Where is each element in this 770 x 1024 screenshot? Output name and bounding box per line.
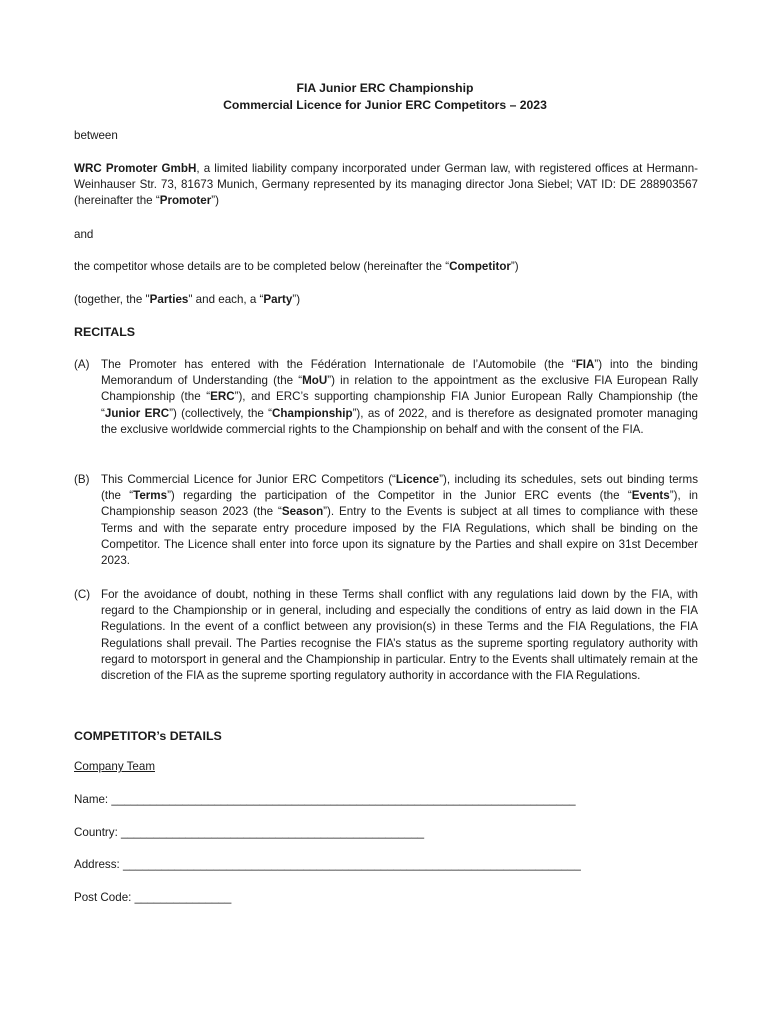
competitor-paragraph: the competitor whose details are to be completed below (hereinafter the “Competitor”) [74,260,519,273]
recital-a-text: The Promoter has entered with the Fédération Internationale de l’Automobile (the “FIA”) into the binding Memorandum of Understanding (the “MoU”) in relation to the appointment as the exclusive FIA European Rally Championship (the “ERC”), and ERC’s supporting championship FIA Junior European Rally Championship (the “Junior ERC”) (collectively, the “Championship”), as of 2022, and is therefore as designated promoter managing the exclusive worldwide commercial rights to the Championship on behalf and with the consent of the FIA. [101,358,698,436]
recital-c-label: (C) [74,588,91,601]
competitor-details-heading: COMPETITOR’s DETAILS [74,729,222,743]
document-title: FIA Junior ERC Championship [296,81,474,95]
recital-c-text: For the avoidance of doubt, nothing in these Terms shall conflict with any regulations laid down by the FIA, with regard to the Championship or in general, including and especially the conditions of entry as laid down in the FIA Regulations. In the event of a conflict between any provision(s) in these Terms and the FIA Regulations, the FIA Regulations shall prevail. The Parties recognise the FIA’s status as the supreme sporting regulatory authority with regard to motorsport in general and the Championship in particular. Entry to the Events shall ultimately remain at the discretion of the FIA as the supreme sporting regulatory authority in accordance with the FIA Regulations. [101,588,698,683]
country-field[interactable]: Country: _______________________________________________ [74,826,425,839]
recital-a-label: (A) [74,358,90,371]
address-field[interactable]: Address: _______________________________________________________________________ [74,858,581,871]
company-team-subheading: Company Team [74,760,155,773]
between-text: between [74,129,118,142]
post-code-field[interactable]: Post Code: _______________ [74,891,232,904]
promoter-paragraph: WRC Promoter GmbH, a limited liability company incorporated under German law, with registered offices at Hermann-Weinhauser Str. 73, 81673 Munich, Germany represented by its managing director Jona Siebel; VAT ID: DE 288903567 (hereinafter the “Promoter”) [74,162,698,208]
recital-b-text: This Commercial Licence for Junior ERC Competitors (“Licence”), including its schedules, sets out binding terms (the “Terms”) regarding the participation of the Competitor in the Junior ERC events (the “Events”), in Championship season 2023 (the “Season”). Entry to the Events is subject at all times to compliance with these Terms and with the separate entry procedure imposed by the FIA Regulations, which shall be binding on the Competitor. The Licence shall enter into force upon its signature by the Parties and shall expire on 31st December 2023. [101,473,698,568]
name-field[interactable]: Name: ________________________________________________________________________ [74,793,576,806]
recitals-heading: RECITALS [74,325,136,339]
promoter-name: WRC Promoter GmbH [74,162,197,175]
recital-b-label: (B) [74,473,90,486]
and-text: and [74,228,94,241]
parties-paragraph: (together, the "Parties" and each, a “Party”) [74,293,301,306]
document-subtitle: Commercial Licence for Junior ERC Competitors – 2023 [223,98,547,112]
